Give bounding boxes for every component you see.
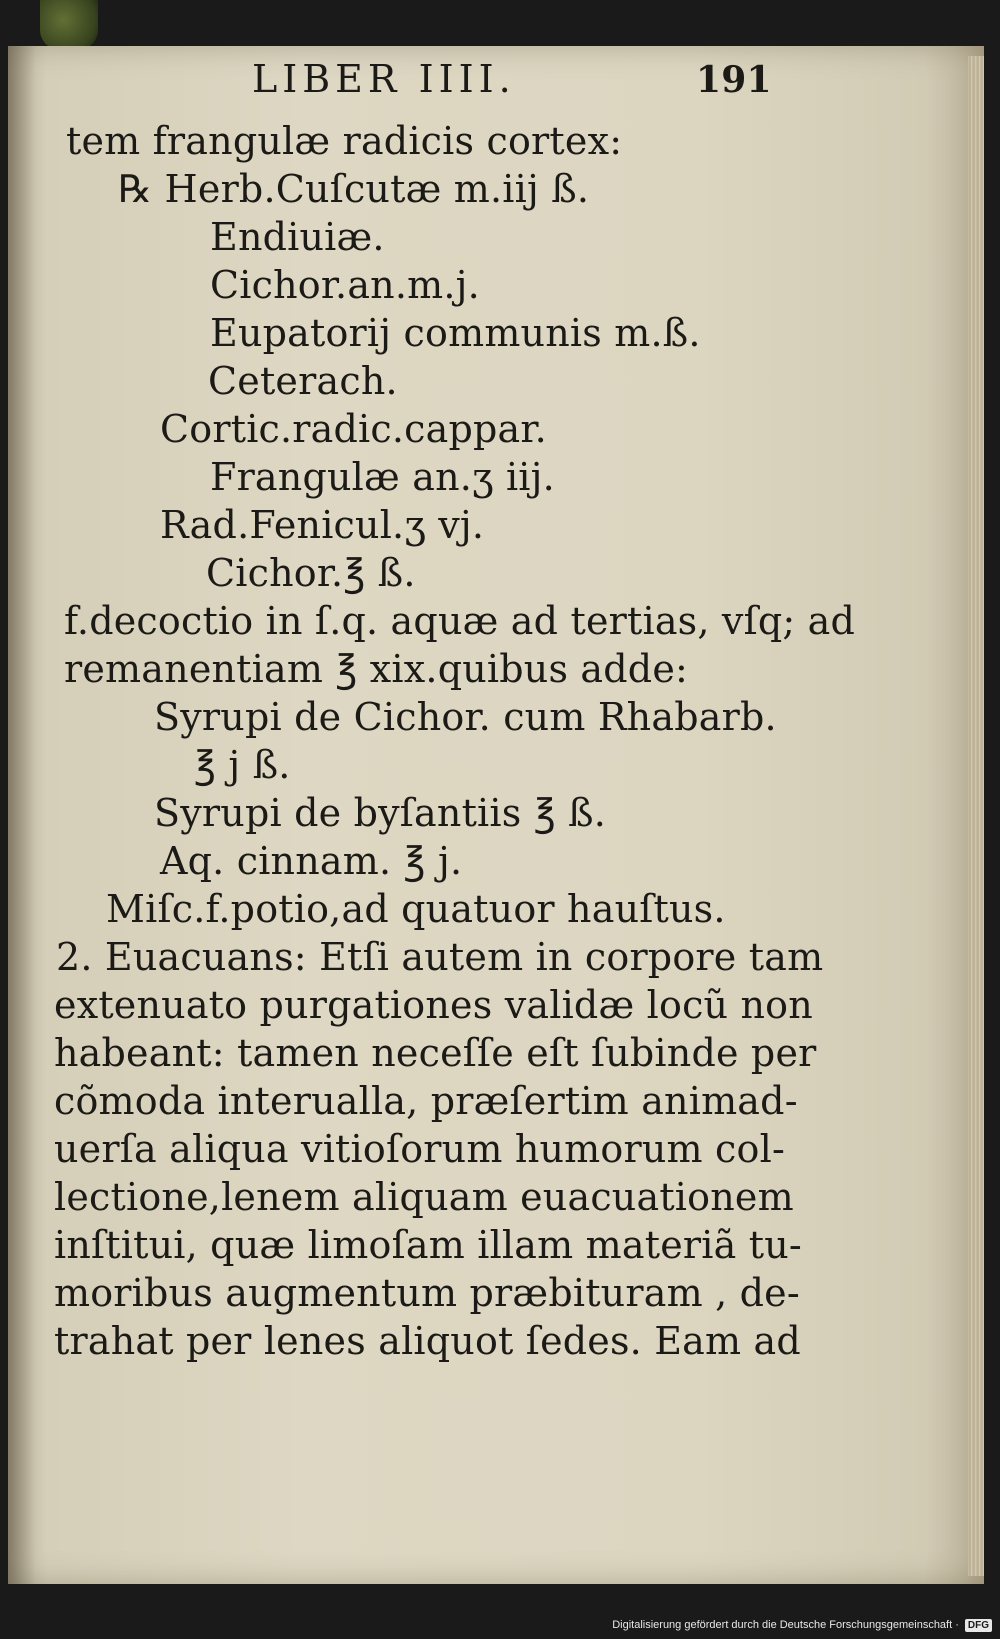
text-line-10: Cichor.℥ ß. <box>206 551 416 595</box>
text-line-26: trahat per lenes aliquot ſedes. Eam ad <box>54 1319 801 1363</box>
text-line-1: tem frangulæ radicis cortex: <box>66 119 623 163</box>
text-line-11: f.decoctio in ſ.q. aquæ ad tertias, vſq; ad <box>64 599 856 643</box>
text-line-4: Cichor.an.m.j. <box>210 263 480 307</box>
text-line-21: cõmoda interualla, præſertim animad- <box>54 1079 798 1123</box>
text-line-18: 2. Euacuans: Etſi autem in corpore tam <box>56 935 824 979</box>
text-line-6: Ceterach. <box>208 359 398 403</box>
text-line-17: Miſc.f.potio,ad quatuor hauſtus. <box>106 887 726 931</box>
text-line-25: moribus augmentum præbituram , de- <box>54 1271 800 1315</box>
credit-text: Digitalisierung gefördert durch die Deutsche Forschungsgemeinschaft · <box>612 1619 959 1631</box>
text-line-7: Cortic.radic.cappar. <box>160 407 547 451</box>
text-line-20: habeant: tamen neceſſe eſt ſubinde per <box>54 1031 817 1075</box>
book-page <box>8 46 984 1584</box>
folio-number: 191 <box>696 59 772 101</box>
text-line-5: Eupatorij communis m.ß. <box>210 311 701 355</box>
text-line-15: Syrupi de byſantiis ℥ ß. <box>154 791 607 835</box>
text-line-14: ℥ j ß. <box>194 743 291 787</box>
digitization-credit <box>612 1615 992 1635</box>
ribbon-bookmark <box>40 0 98 50</box>
text-line-23: lectione,lenem aliquam euacuationem <box>54 1175 794 1219</box>
dfg-logo: DFG <box>965 1619 992 1632</box>
page-text <box>8 46 984 1584</box>
text-line-8: Frangulæ an.ʒ iij. <box>210 455 555 499</box>
text-line-16: Aq. cinnam. ℥ j. <box>160 839 463 883</box>
text-line-12: remanentiam ℥ xix.quibus adde: <box>64 647 689 691</box>
text-line-2: ℞ Herb.Cuſcutæ m.iij ß. <box>118 167 590 211</box>
running-title: LIBER IIII. <box>252 57 516 101</box>
text-line-24: inſtitui, quæ limoſam illam materiã tu- <box>54 1223 802 1267</box>
text-line-9: Rad.Fenicul.ʒ vj. <box>160 503 485 547</box>
text-line-3: Endiuiæ. <box>210 215 385 259</box>
text-line-22: uerſa aliqua vitioſorum humorum col- <box>54 1127 785 1171</box>
text-line-19: extenuato purgationes validæ locũ non <box>54 983 813 1027</box>
text-line-13: Syrupi de Cichor. cum Rhabarb. <box>154 695 777 739</box>
